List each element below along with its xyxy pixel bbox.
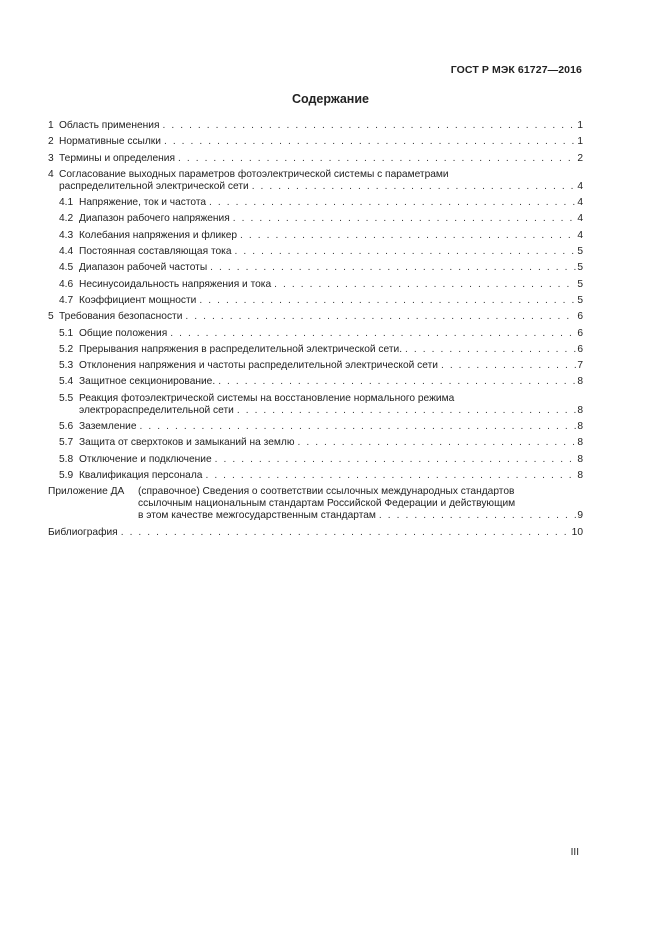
toc-page-number: 2 [577, 152, 583, 164]
toc-entry[interactable] [48, 153, 583, 165]
toc-page-number: 4 [577, 180, 583, 192]
toc-entry-title: Заземление [79, 421, 137, 433]
dot-leader [218, 376, 576, 388]
toc-entry-title: распределительной электрической сети [59, 180, 249, 192]
toc-entry-number: 5.7 [59, 437, 74, 449]
toc-entry[interactable] [48, 393, 583, 417]
toc-page-number: 8 [577, 404, 583, 416]
toc-line [48, 153, 583, 165]
toc-page-number: 5 [577, 294, 583, 306]
toc-entry[interactable] [48, 230, 583, 242]
toc-entry-number: 4.2 [59, 213, 74, 225]
toc-entry-number: 4.7 [59, 294, 74, 306]
toc-entry[interactable] [48, 311, 583, 323]
toc-entry-title: Нормативные ссылки [59, 136, 161, 148]
toc-page-number: 4 [577, 197, 583, 209]
toc-page-number: 10 [571, 526, 583, 538]
dot-leader [379, 510, 576, 522]
toc-line [48, 470, 583, 482]
toc-entry-title: Согласование выходных параметров фотоэлектрической системы с параметрами [59, 168, 449, 180]
toc-page-number: 6 [577, 327, 583, 339]
dot-leader [233, 213, 577, 225]
toc-entry-title: Библиография [48, 526, 118, 538]
toc-line [48, 328, 583, 340]
toc-entry-number: 4.6 [59, 278, 74, 290]
toc-entry-title: Термины и определения [59, 152, 175, 164]
toc-line [48, 230, 583, 242]
document-header: ГОСТ Р МЭК 61727—2016 [450, 64, 582, 76]
toc-entry-title: Диапазон рабочего напряжения [79, 213, 230, 225]
toc-line [48, 279, 583, 291]
dot-leader [297, 437, 576, 449]
dot-leader [205, 470, 576, 482]
toc-page-number: 8 [577, 421, 583, 433]
dot-leader [210, 262, 576, 274]
toc-line [48, 393, 583, 405]
toc-entry-number: 5.3 [59, 360, 74, 372]
dot-leader [240, 230, 576, 242]
toc-entry-title: Отключение и подключение [79, 453, 212, 465]
toc-line [48, 197, 583, 209]
toc-entry-title: Защита от сверхтоков и замыканий на землю [79, 437, 295, 449]
toc-page-number: 5 [577, 262, 583, 274]
toc-entry-title: Диапазон рабочей частоты [79, 262, 208, 274]
toc-line [48, 498, 583, 510]
toc-page-number: 8 [577, 469, 583, 481]
toc-entry-title: Коэффициент мощности [79, 294, 197, 306]
toc-entry-bibliography[interactable] [48, 527, 583, 539]
toc-entry-number: 5.1 [59, 327, 74, 339]
toc-entry-number: 5.8 [59, 453, 74, 465]
dot-leader [252, 181, 577, 193]
dot-leader [140, 421, 577, 433]
dot-leader [162, 120, 576, 132]
toc-entry-title: Реакция фотоэлектрической системы на восстановление нормального режима [79, 392, 455, 404]
toc-entry-title: Прерывания напряжения в распределительной электрической сети. [79, 343, 403, 355]
toc-line [48, 213, 583, 225]
toc-page-number: 9 [577, 510, 583, 522]
dot-leader [178, 153, 576, 165]
toc-line [48, 486, 583, 498]
toc-line [48, 527, 583, 539]
toc-entry-number: 5.2 [59, 343, 74, 355]
toc-entry-title: Требования безопасности [59, 311, 183, 323]
toc-page-number: 5 [577, 278, 583, 290]
toc-entry-number: 3 [48, 152, 54, 164]
toc-entry-number: 1 [48, 120, 54, 131]
toc-line [48, 311, 583, 323]
toc-entry[interactable] [48, 360, 583, 372]
dot-leader [405, 344, 576, 356]
toc-line [48, 120, 583, 132]
toc-entry[interactable] [48, 246, 583, 258]
dot-leader [215, 454, 577, 466]
toc-line [48, 454, 583, 466]
dot-leader [170, 328, 576, 340]
toc-entry-number: 4.3 [59, 229, 74, 241]
toc-entry[interactable] [48, 437, 583, 449]
toc-line [48, 169, 583, 181]
dot-leader [441, 360, 576, 372]
toc-entry-title: в этом качестве межгосударственным стандартам [138, 510, 376, 522]
toc-entry-number: 5 [48, 311, 54, 323]
toc-entry-title: Постоянная составляющая тока [79, 246, 232, 258]
toc-page-number: 4 [577, 229, 583, 241]
toc-entry-title: Напряжение, ток и частота [79, 197, 207, 209]
toc-line [48, 181, 583, 193]
toc-line [48, 421, 583, 433]
toc-entry[interactable] [48, 136, 583, 148]
toc-entry[interactable] [48, 213, 583, 225]
toc-entry-title: (справочное) Сведения о соответствии ссылочных международных стандартов [138, 486, 515, 498]
toc-entry[interactable] [48, 328, 583, 340]
table-of-contents [48, 120, 583, 539]
toc-entry-title: Колебания напряжения и фликер [79, 229, 238, 241]
toc-entry[interactable] [48, 295, 583, 307]
toc-entry-title: Несинусоидальность напряжения и тока [79, 278, 272, 290]
toc-entry[interactable] [48, 120, 583, 132]
toc-entry-number: 4.5 [59, 262, 74, 274]
dot-leader [164, 136, 576, 148]
toc-page-number: 1 [577, 120, 583, 131]
toc-entry-number: 5.5 [59, 392, 74, 404]
toc-entry-number: 5.4 [59, 376, 74, 388]
toc-entry[interactable] [48, 454, 583, 466]
toc-line [48, 376, 583, 388]
dot-leader [237, 405, 576, 417]
toc-entry[interactable] [48, 470, 583, 482]
toc-entry[interactable] [48, 262, 583, 274]
toc-entry-title: Общие положения [79, 327, 168, 339]
toc-entry-appendix[interactable] [48, 486, 583, 522]
toc-page-number: 8 [577, 437, 583, 449]
toc-entry-number: 5.9 [59, 469, 74, 481]
toc-entry[interactable] [48, 197, 583, 209]
toc-line [48, 360, 583, 372]
toc-line [48, 405, 583, 417]
toc-line [48, 246, 583, 258]
toc-page-number: 8 [577, 376, 583, 388]
toc-entry-number: 4.1 [59, 197, 74, 209]
dot-leader [121, 527, 571, 539]
page-number: III [570, 847, 579, 858]
dot-leader [274, 279, 576, 291]
toc-line [48, 262, 583, 274]
toc-page-number: 1 [577, 136, 583, 148]
toc-line [48, 344, 583, 356]
page-title: Содержание [291, 92, 369, 106]
toc-line [48, 510, 583, 522]
toc-line [48, 295, 583, 307]
toc-entry-number: 2 [48, 136, 54, 148]
toc-page-number: 6 [577, 343, 583, 355]
toc-entry[interactable] [48, 344, 583, 356]
toc-entry-title: Отклонения напряжения и частоты распределительной электрической сети [79, 360, 438, 372]
toc-entry[interactable] [48, 169, 583, 193]
appendix-label: Приложение ДА [48, 486, 125, 498]
dot-leader [209, 197, 576, 209]
toc-entry[interactable] [48, 421, 583, 433]
toc-entry-number: 4.4 [59, 246, 74, 258]
dot-leader [185, 311, 576, 323]
toc-page-number: 5 [577, 246, 583, 258]
toc-entry-number: 4 [48, 168, 54, 180]
toc-entry-title: электрораспределительной сети [79, 404, 234, 416]
toc-page-number: 4 [577, 213, 583, 225]
toc-entry-title: Защитное секционирование. [79, 376, 216, 388]
toc-entry-title: Квалификация персонала [79, 469, 203, 481]
toc-entry-title: ссылочным национальным стандартам Российской Федерации и действующим [138, 498, 516, 510]
dot-leader [235, 246, 577, 258]
toc-page-number: 6 [577, 311, 583, 323]
toc-page-number: 8 [577, 453, 583, 465]
toc-entry-number: 5.6 [59, 421, 74, 433]
toc-entry-title: Область применения [59, 120, 160, 131]
dot-leader [199, 295, 576, 307]
toc-entry[interactable] [48, 376, 583, 388]
toc-page-number: 7 [577, 360, 583, 372]
toc-entry[interactable] [48, 279, 583, 291]
toc-line [48, 437, 583, 449]
toc-line [48, 136, 583, 148]
